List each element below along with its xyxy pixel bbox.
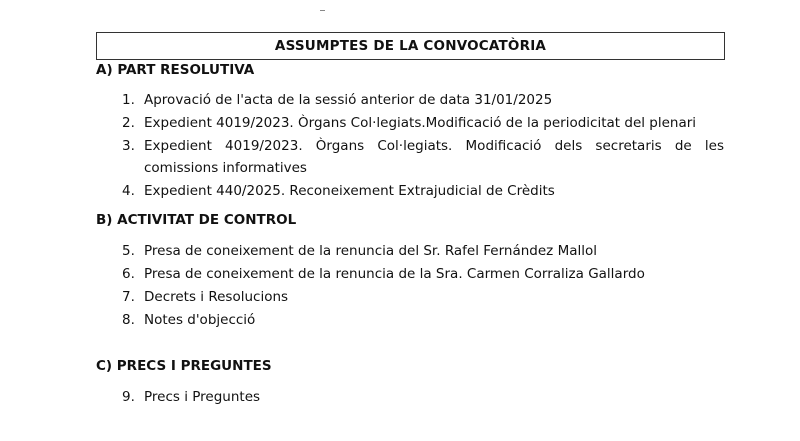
item-text: Notes d'objecció: [144, 312, 256, 328]
agenda-title-box: [96, 32, 725, 60]
item-number: 1.: [122, 92, 135, 108]
item-number: 3.: [122, 138, 135, 154]
item-number: 5.: [122, 243, 135, 259]
item-number: 4.: [122, 183, 135, 199]
agenda-item-9: [122, 386, 724, 408]
agenda-item-6: [122, 263, 724, 285]
section-heading-a: A) PART RESOLUTIVA: [96, 62, 255, 78]
agenda-item-5: [122, 240, 724, 262]
item-text: Presa de coneixement de la renuncia del Sr. Rafel Fernández Mallol: [144, 243, 597, 259]
section-heading-c: C) PRECS I PREGUNTES: [96, 358, 272, 374]
item-number: 8.: [122, 312, 135, 328]
item-text: Expedient 4019/2023. Òrgans Col·legiats.Modificació de la periodicitat del plenari: [144, 115, 697, 131]
item-number: 6.: [122, 266, 135, 282]
item-text: Aprovació de l'acta de la sessió anterior de data 31/01/2025: [144, 92, 553, 108]
item-text: Presa de coneixement de la renuncia de la Sra. Carmen Corraliza Gallardo: [144, 266, 645, 282]
agenda-item-8: [122, 309, 724, 331]
agenda-title: ASSUMPTES DE LA CONVOCATÒRIA: [274, 38, 547, 54]
section-heading-b: B) ACTIVITAT DE CONTROL: [96, 212, 297, 228]
item-number: 9.: [122, 389, 135, 405]
item-number: 2.: [122, 115, 135, 131]
item-text: Precs i Preguntes: [144, 389, 261, 405]
item-text: Decrets i Resolucions: [144, 289, 289, 305]
agenda-item-2: [122, 112, 724, 134]
page-mark: [320, 10, 325, 11]
item-text: Expedient 440/2025. Reconeixement Extrajudicial de Crèdits: [144, 183, 555, 199]
agenda-item-1: [122, 89, 724, 111]
item-text: Expedient 4019/2023. Òrgans Col·legiats. Modificació dels secretaris de les comissions informatives: [144, 138, 724, 176]
agenda-item-7: [122, 286, 724, 308]
agenda-item-4: [122, 180, 724, 202]
item-number: 7.: [122, 289, 135, 305]
agenda-item-3: [122, 135, 724, 179]
